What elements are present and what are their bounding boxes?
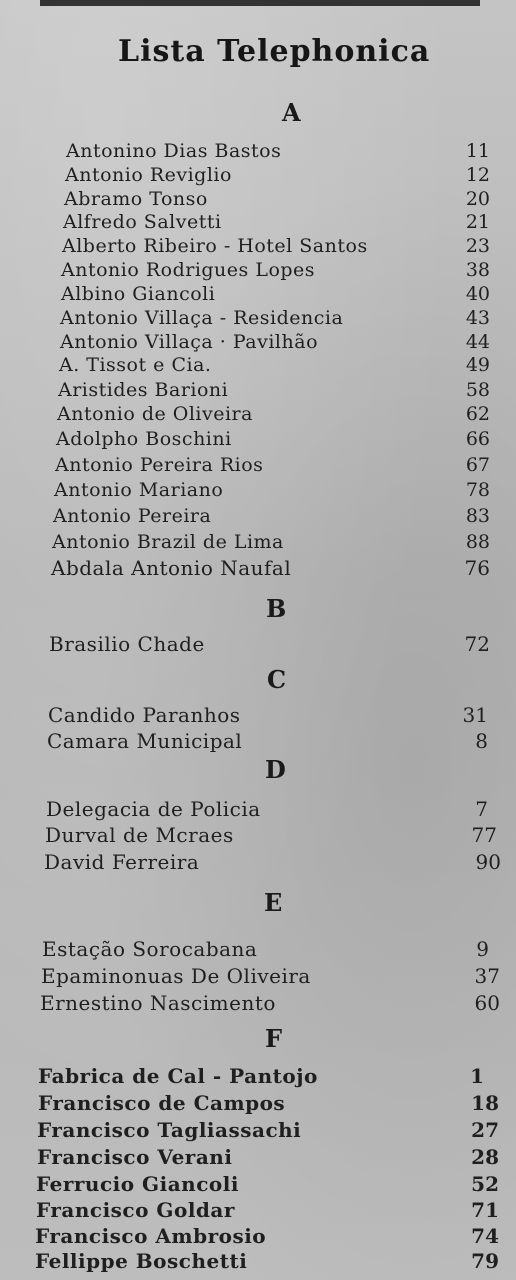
entry-name: Antonio Reviglio	[65, 164, 232, 186]
section-letter-c: C	[267, 665, 287, 694]
entry-number: 7	[475, 797, 488, 821]
entry-name: A. Tissot e Cia.	[59, 354, 212, 376]
entry-number: 37	[474, 964, 500, 988]
list-item	[36, 1198, 499, 1223]
entry-name: Adolpho Boschini	[56, 428, 232, 450]
list-item	[46, 797, 488, 822]
entry-name: Abramo Tonso	[64, 188, 208, 210]
entry-name: Fabrica de Cal - Pantojo	[38, 1064, 318, 1088]
entry-number: 27	[471, 1118, 499, 1142]
entry-number: 62	[465, 403, 490, 425]
list-item	[55, 454, 490, 479]
list-item	[63, 211, 490, 236]
entry-number: 90	[475, 850, 501, 874]
entry-number: 44	[465, 331, 490, 353]
entry-number: 78	[465, 479, 490, 501]
list-item	[62, 235, 490, 260]
list-item	[37, 1118, 499, 1143]
entry-number: 8	[475, 729, 488, 753]
list-item	[38, 1091, 499, 1116]
section-letter-d: D	[265, 755, 286, 784]
entry-name: Antonio Mariano	[54, 479, 224, 501]
list-item	[47, 729, 488, 754]
section-letter-e: E	[264, 888, 283, 917]
entry-number: 18	[471, 1091, 499, 1115]
list-item	[35, 1224, 499, 1249]
entry-name: Durval de Mcraes	[45, 823, 234, 847]
list-item	[59, 354, 490, 379]
entry-number: 38	[465, 259, 490, 281]
entry-name: Alberto Ribeiro - Hotel Santos	[62, 235, 368, 257]
top-rule	[40, 0, 480, 6]
list-item	[56, 428, 490, 453]
entry-number: 74	[471, 1224, 499, 1248]
entry-name: Fellippe Boschetti	[35, 1249, 248, 1273]
entry-name: Ferrucio Giancoli	[36, 1172, 239, 1196]
list-item	[42, 937, 489, 962]
entry-number: 67	[465, 454, 490, 476]
entry-name: Camara Municipal	[47, 729, 243, 753]
entry-number: 79	[471, 1249, 499, 1273]
list-item	[41, 964, 500, 989]
list-item	[35, 1249, 499, 1274]
entry-name: Antonio Brazil de Lima	[52, 531, 284, 553]
entry-number: 31	[462, 703, 488, 727]
list-item	[66, 140, 490, 165]
entry-number: 43	[465, 307, 490, 329]
list-item	[52, 531, 490, 556]
entry-number: 23	[465, 235, 490, 257]
list-item	[37, 1145, 499, 1170]
entry-name: Antonio Rodrigues Lopes	[61, 259, 316, 281]
list-item	[49, 632, 490, 657]
list-item	[53, 505, 490, 530]
list-item	[64, 188, 490, 213]
list-item	[48, 703, 488, 728]
list-item	[60, 331, 490, 356]
entry-name: Antonio Pereira	[53, 505, 212, 527]
entry-number: 60	[474, 991, 500, 1015]
list-item	[61, 259, 490, 284]
entry-name: Ernestino Nascimento	[40, 991, 276, 1015]
entry-name: Francisco Tagliassachi	[37, 1118, 302, 1142]
entry-number: 58	[465, 379, 490, 401]
entry-name: Antonino Dias Bastos	[66, 140, 282, 162]
list-item	[57, 403, 490, 428]
entry-number: 72	[464, 632, 490, 656]
entry-number: 40	[465, 283, 490, 305]
section-letter-f: F	[265, 1024, 283, 1053]
entry-number: 52	[471, 1172, 499, 1196]
entry-name: Candido Paranhos	[48, 703, 241, 727]
entry-number: 9	[476, 937, 489, 961]
entry-name: Aristides Barioni	[58, 379, 229, 401]
list-item	[45, 823, 497, 848]
list-item	[58, 379, 490, 404]
entry-number: 21	[465, 211, 490, 233]
list-item	[60, 307, 490, 332]
entry-number: 49	[465, 354, 490, 376]
entry-name: Abdala Antonio Naufal	[51, 556, 292, 580]
entry-name: Francisco Verani	[37, 1145, 233, 1169]
section-letter-a: A	[282, 98, 301, 127]
entry-number: 76	[464, 556, 490, 580]
list-item	[44, 850, 501, 875]
entry-name: Albino Giancoli	[61, 283, 216, 305]
entry-name: Francisco de Campos	[38, 1091, 286, 1115]
list-item	[54, 479, 490, 504]
entry-name: Antonio Villaça - Residencia	[60, 307, 344, 329]
entry-name: Francisco Goldar	[36, 1198, 235, 1222]
entry-number: 20	[465, 188, 490, 210]
entry-name: Brasilio Chade	[49, 632, 205, 656]
list-item	[36, 1172, 499, 1197]
list-item	[51, 556, 490, 581]
entry-number: 77	[471, 823, 497, 847]
entry-name: Antonio Villaça · Pavilhão	[60, 331, 319, 353]
entry-number: 66	[465, 428, 490, 450]
entry-number: 11	[465, 140, 490, 162]
list-item	[38, 1064, 484, 1089]
entry-name: Francisco Ambrosio	[35, 1224, 267, 1248]
entry-name: Estação Sorocabana	[42, 937, 258, 961]
entry-number: 12	[465, 164, 490, 186]
page-title: Lista Telephonica	[118, 34, 431, 69]
entry-name: Alfredo Salvetti	[63, 211, 222, 233]
entry-name: Antonio de Oliveira	[57, 403, 253, 425]
entry-name: Delegacia de Policia	[46, 797, 261, 821]
entry-number: 28	[471, 1145, 499, 1169]
entry-number: 1	[470, 1064, 484, 1088]
entry-name: Epaminonuas De Oliveira	[41, 964, 311, 988]
list-item	[61, 283, 490, 308]
entry-number: 88	[465, 531, 490, 553]
entry-number: 71	[471, 1198, 499, 1222]
list-item	[40, 991, 500, 1016]
list-item	[65, 164, 490, 189]
entry-number: 83	[465, 505, 490, 527]
section-letter-b: B	[266, 594, 287, 623]
entry-name: Antonio Pereira Rios	[55, 454, 264, 476]
entry-name: David Ferreira	[44, 850, 200, 874]
